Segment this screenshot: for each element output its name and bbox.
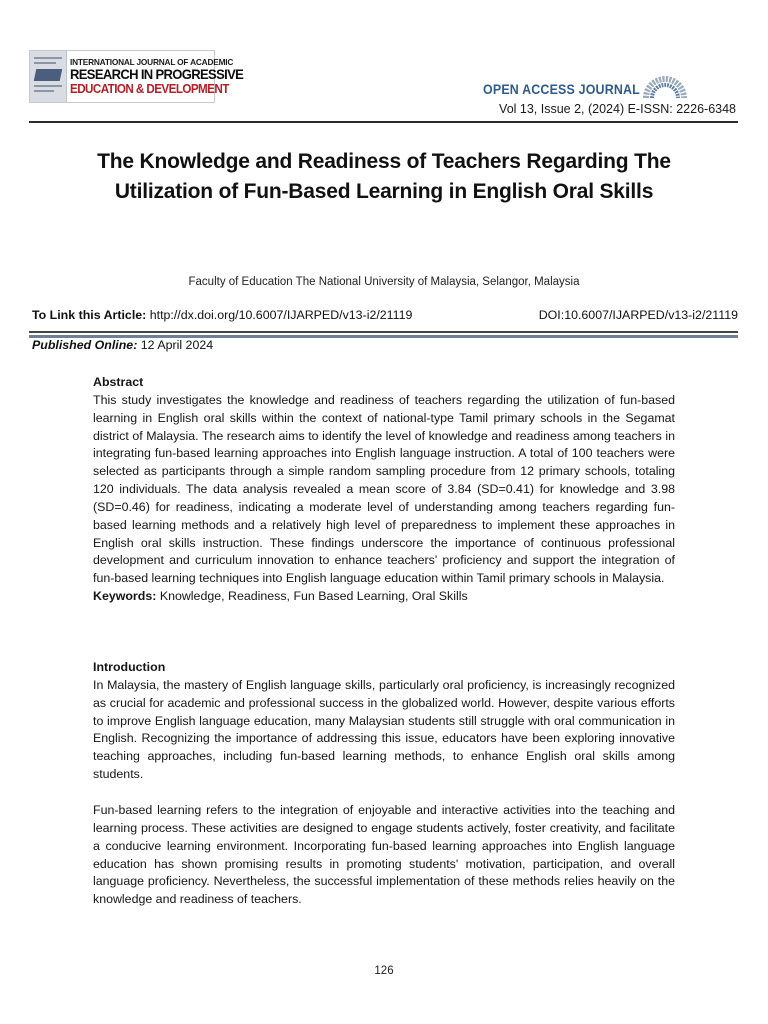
abstract-text: This study investigates the knowledge and readiness of teachers regarding the utilization of fun-based learning in English oral skills within the context of national-type Tamil primary schools in the Segamat district of Malaysia. The research aims to identify the level of knowledge and readiness among teachers in integrating fun-based learning approaches into English language instruction. A total of 100 teachers were selected as participants through a simple random sampling procedure from 12 primary schools, totaling 120 individuals. The data analysis revealed a mean score of 3.84 (SD=0.41) for knowledge and 3.98 (SD=0.46) for readiness, indicating a moderate level of understanding among teachers regarding fun-based learning methods and a relatively high level of preparedness to implement these approaches in English oral skills instruction. These findings underscore the importance of continuous professional development and curriculum innovation to enhance teachers' proficiency and support the integration of fun-based learning techniques into English language education within Tamil primary schools in Malaysia.: [93, 392, 675, 586]
introduction-paragraph-1: In Malaysia, the mastery of English language skills, particularly oral proficiency, is increasingly recognized as crucial for academic and professional success in the globalized world. However, despite various efforts to improve English language education, many Malaysian students still struggle with oral communication in English. Recognizing the importance of addressing this issue, educators have been exploring innovative teaching approaches, including fun-based learning methods, to enhance English oral skills among students.: [93, 677, 675, 782]
introduction-paragraph-2: Fun-based learning refers to the integration of enjoyable and interactive activities into the teaching and learning process. These activities are designed to engage students actively, foster creativity, and facilitate a conducive learning environment. Incorporating fun-based learning approaches into English language education has shown promising results in promoting students' motivation, participation, and overall language proficiency. Nevertheless, the successful implementation of these methods relies heavily on the knowledge and readiness of teachers.: [93, 803, 675, 907]
published-date: 12 April 2024: [140, 338, 214, 352]
introduction-paragraph-2-block: [93, 802, 675, 909]
introduction-heading: Introduction: [93, 660, 166, 674]
page-number: 126: [374, 965, 394, 977]
keywords-line: [93, 588, 675, 606]
published-online: [32, 338, 213, 352]
article-doi[interactable]: DOI:10.6007/IJARPED/v13-i2/21119: [538, 308, 738, 322]
volume-issue-info: Vol 13, Issue 2, (2024) E-ISSN: 2226-6348: [499, 102, 736, 116]
logo-graphic: [30, 51, 67, 102]
open-access-arc-icon: [642, 79, 688, 99]
link-label: To Link this Article:: [32, 308, 147, 322]
published-label: Published Online:: [32, 338, 138, 352]
keywords-list: Knowledge, Readiness, Fun Based Learning, Oral Skills: [159, 589, 468, 604]
introduction-section: [93, 659, 675, 784]
abstract-heading: Abstract: [93, 375, 144, 389]
article-link-url[interactable]: http://dx.doi.org/10.6007/IJARPED/v13-i2/21119: [149, 308, 413, 322]
abstract-section: [93, 374, 675, 606]
logo-line-2: RESEARCH IN PROGRESSIVE: [70, 66, 244, 82]
article-link-row: [32, 308, 738, 322]
logo-line-1: INTERNATIONAL JOURNAL OF ACADEMIC: [70, 57, 234, 67]
logo-line-3: EDUCATION & DEVELOPMENT: [70, 82, 229, 96]
keywords-label: Keywords:: [93, 589, 157, 604]
open-access-label: OPEN ACCESS JOURNAL: [483, 82, 640, 97]
author-affiliation: Faculty of Education The National University of Malaysia, Selangor, Malaysia: [188, 276, 580, 288]
header-rule: [29, 121, 738, 123]
article-title: The Knowledge and Readiness of Teachers Regarding The Utilization of Fun-Based Learning in English Oral Skills: [97, 150, 671, 203]
journal-logo: [29, 50, 244, 103]
divider-thin: [29, 331, 738, 333]
